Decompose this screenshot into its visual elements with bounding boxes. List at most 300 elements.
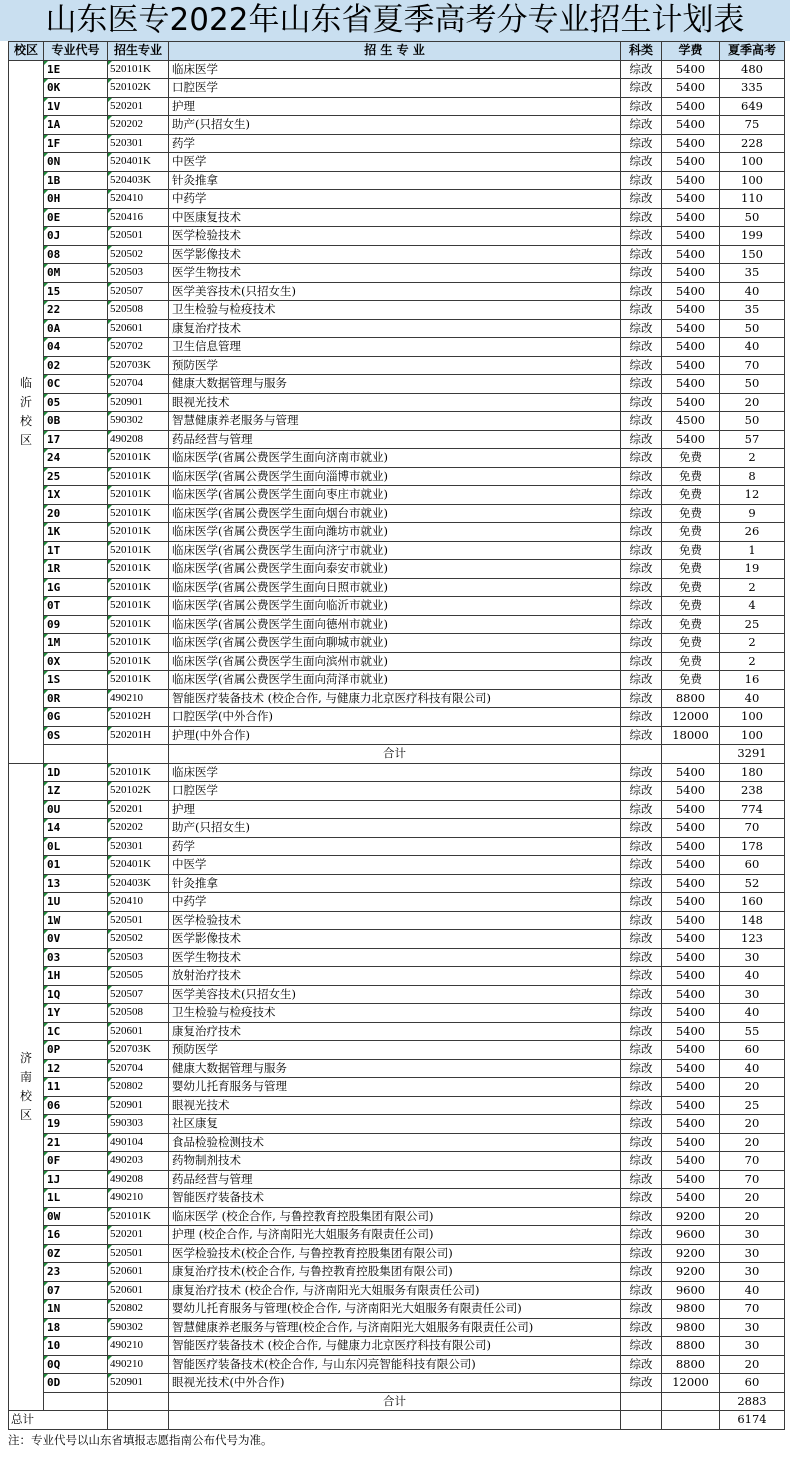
- subtotal-blank: [44, 745, 108, 764]
- fee-cell: 5400: [662, 930, 720, 949]
- major-code-cell: 520101K: [108, 671, 169, 690]
- major-id-cell: 0V: [44, 930, 108, 949]
- fee-cell: 5400: [662, 1133, 720, 1152]
- major-id-cell: 1C: [44, 1022, 108, 1041]
- fee-cell: 5400: [662, 338, 720, 357]
- major-code-cell: 490208: [108, 430, 169, 449]
- fee-cell: 5400: [662, 856, 720, 875]
- major-code-cell: 520201H: [108, 726, 169, 745]
- table-row: [9, 190, 785, 209]
- table-row: [9, 1226, 785, 1245]
- plan-cell: 40: [720, 1004, 785, 1023]
- major-id-cell: 09: [44, 615, 108, 634]
- major-id-cell: 24: [44, 449, 108, 468]
- category-cell: 综改: [621, 652, 662, 671]
- header-row: [9, 42, 785, 61]
- major-name-cell: 智慧健康养老服务与管理: [169, 412, 621, 431]
- major-name-cell: 医学生物技术: [169, 948, 621, 967]
- plan-cell: 30: [720, 1337, 785, 1356]
- major-code-cell: 520416: [108, 208, 169, 227]
- subtotal-blank: [662, 1392, 720, 1411]
- major-code-cell: 520201: [108, 1226, 169, 1245]
- fee-cell: 5400: [662, 948, 720, 967]
- major-id-cell: 22: [44, 301, 108, 320]
- plan-cell: 20: [720, 393, 785, 412]
- category-cell: 综改: [621, 338, 662, 357]
- plan-cell: 148: [720, 911, 785, 930]
- fee-cell: 免费: [662, 634, 720, 653]
- major-id-cell: 0D: [44, 1374, 108, 1393]
- fee-cell: 18000: [662, 726, 720, 745]
- major-name-cell: 食品检验检测技术: [169, 1133, 621, 1152]
- major-name-cell: 护理 (校企合作, 与济南阳光大姐服务有限责任公司): [169, 1226, 621, 1245]
- major-id-cell: 14: [44, 819, 108, 838]
- category-cell: 综改: [621, 800, 662, 819]
- major-id-cell: 0J: [44, 227, 108, 246]
- major-name-cell: 药物制剂技术: [169, 1152, 621, 1171]
- category-cell: 综改: [621, 967, 662, 986]
- major-id-cell: 1L: [44, 1189, 108, 1208]
- plan-cell: 57: [720, 430, 785, 449]
- category-cell: 综改: [621, 837, 662, 856]
- major-id-cell: 20: [44, 504, 108, 523]
- major-name-cell: 中医学: [169, 856, 621, 875]
- category-cell: 综改: [621, 911, 662, 930]
- major-code-cell: 520901: [108, 393, 169, 412]
- category-cell: 综改: [621, 1207, 662, 1226]
- major-name-cell: 临床医学(省属公费医学生面向济宁市就业): [169, 541, 621, 560]
- category-cell: 综改: [621, 60, 662, 79]
- major-code-cell: 520202: [108, 116, 169, 135]
- major-code-cell: 520201: [108, 97, 169, 116]
- subtotal-row: [9, 1392, 785, 1411]
- major-code-cell: 490203: [108, 1152, 169, 1171]
- major-id-cell: 0G: [44, 708, 108, 727]
- plan-cell: 60: [720, 856, 785, 875]
- table-row: [9, 208, 785, 227]
- major-code-cell: 520403K: [108, 874, 169, 893]
- table-row: [9, 856, 785, 875]
- major-code-cell: 520101K: [108, 523, 169, 542]
- major-id-cell: 1X: [44, 486, 108, 505]
- major-id-cell: 12: [44, 1059, 108, 1078]
- major-code-cell: 520601: [108, 1281, 169, 1300]
- table-row: [9, 578, 785, 597]
- category-cell: 综改: [621, 356, 662, 375]
- major-id-cell: 1J: [44, 1170, 108, 1189]
- table-row: [9, 763, 785, 782]
- fee-cell: 5400: [662, 97, 720, 116]
- fee-cell: 5400: [662, 1170, 720, 1189]
- major-name-cell: 临床医学(省属公费医学生面向泰安市就业): [169, 560, 621, 579]
- table-row: [9, 153, 785, 172]
- fee-cell: 5400: [662, 79, 720, 98]
- plan-cell: 25: [720, 1096, 785, 1115]
- table-row: [9, 1318, 785, 1337]
- fee-cell: 5400: [662, 911, 720, 930]
- plan-cell: 180: [720, 763, 785, 782]
- fee-cell: 12000: [662, 708, 720, 727]
- major-code-cell: 520102K: [108, 79, 169, 98]
- major-code-cell: 520501: [108, 911, 169, 930]
- category-cell: 综改: [621, 227, 662, 246]
- category-cell: 综改: [621, 301, 662, 320]
- major-code-cell: 520704: [108, 1059, 169, 1078]
- plan-cell: 2: [720, 449, 785, 468]
- plan-cell: 70: [720, 1170, 785, 1189]
- major-code-cell: 520101K: [108, 449, 169, 468]
- plan-cell: 30: [720, 1263, 785, 1282]
- table-row: [9, 319, 785, 338]
- major-name-cell: 临床医学(省属公费医学生面向菏泽市就业): [169, 671, 621, 690]
- major-id-cell: 0A: [44, 319, 108, 338]
- major-id-cell: 10: [44, 1337, 108, 1356]
- fee-cell: 12000: [662, 1374, 720, 1393]
- major-name-cell: 临床医学: [169, 60, 621, 79]
- major-code-cell: 520802: [108, 1078, 169, 1097]
- header-major-code: 招生专业: [108, 42, 169, 61]
- major-code-cell: 590302: [108, 412, 169, 431]
- table-row: [9, 356, 785, 375]
- plan-cell: 50: [720, 412, 785, 431]
- table-row: [9, 412, 785, 431]
- major-id-cell: 15: [44, 282, 108, 301]
- table-row: [9, 541, 785, 560]
- category-cell: 综改: [621, 319, 662, 338]
- major-name-cell: 智慧健康养老服务与管理(校企合作, 与济南阳光大姐服务有限责任公司): [169, 1318, 621, 1337]
- table-row: [9, 708, 785, 727]
- category-cell: 综改: [621, 578, 662, 597]
- major-code-cell: 590303: [108, 1115, 169, 1134]
- major-code-cell: 520702: [108, 338, 169, 357]
- table-row: [9, 97, 785, 116]
- grand-total-label: 总计: [9, 1411, 108, 1430]
- category-cell: 综改: [621, 1133, 662, 1152]
- table-row: [9, 1059, 785, 1078]
- table-row: [9, 1041, 785, 1060]
- plan-cell: 50: [720, 375, 785, 394]
- grand-total-row: [9, 1411, 785, 1430]
- major-code-cell: 520507: [108, 985, 169, 1004]
- table-row: [9, 1133, 785, 1152]
- major-name-cell: 眼视光技术: [169, 393, 621, 412]
- plan-cell: 35: [720, 301, 785, 320]
- fee-cell: 5400: [662, 800, 720, 819]
- major-code-cell: 590302: [108, 1318, 169, 1337]
- major-name-cell: 口腔医学: [169, 79, 621, 98]
- plan-cell: 20: [720, 1133, 785, 1152]
- major-id-cell: 17: [44, 430, 108, 449]
- table-row: [9, 1337, 785, 1356]
- major-id-cell: 0Z: [44, 1244, 108, 1263]
- plan-cell: 40: [720, 967, 785, 986]
- fee-cell: 免费: [662, 671, 720, 690]
- major-name-cell: 临床医学(省属公费医学生面向枣庄市就业): [169, 486, 621, 505]
- major-id-cell: 0H: [44, 190, 108, 209]
- plan-cell: 4: [720, 597, 785, 616]
- major-name-cell: 临床医学(省属公费医学生面向临沂市就业): [169, 597, 621, 616]
- fee-cell: 5400: [662, 1115, 720, 1134]
- subtotal-blank: [662, 745, 720, 764]
- table-row: [9, 227, 785, 246]
- major-id-cell: 0C: [44, 375, 108, 394]
- table-row: [9, 1355, 785, 1374]
- category-cell: 综改: [621, 1078, 662, 1097]
- major-name-cell: 护理: [169, 800, 621, 819]
- plan-cell: 19: [720, 560, 785, 579]
- table-row: [9, 1263, 785, 1282]
- major-name-cell: 临床医学(省属公费医学生面向潍坊市就业): [169, 523, 621, 542]
- category-cell: 综改: [621, 208, 662, 227]
- major-id-cell: 0S: [44, 726, 108, 745]
- major-code-cell: 520101K: [108, 541, 169, 560]
- major-name-cell: 医学检验技术: [169, 227, 621, 246]
- plan-cell: 100: [720, 171, 785, 190]
- category-cell: 综改: [621, 1374, 662, 1393]
- fee-cell: 5400: [662, 1059, 720, 1078]
- category-cell: 综改: [621, 1263, 662, 1282]
- major-code-cell: 520301: [108, 837, 169, 856]
- fee-cell: 5400: [662, 190, 720, 209]
- table-row: [9, 393, 785, 412]
- fee-cell: 5400: [662, 967, 720, 986]
- major-id-cell: 19: [44, 1115, 108, 1134]
- category-cell: 综改: [621, 1226, 662, 1245]
- category-cell: 综改: [621, 1281, 662, 1300]
- category-cell: 综改: [621, 393, 662, 412]
- table-row: [9, 911, 785, 930]
- plan-cell: 150: [720, 245, 785, 264]
- major-name-cell: 卫生信息管理: [169, 338, 621, 357]
- category-cell: 综改: [621, 171, 662, 190]
- subtotal-blank: [621, 745, 662, 764]
- major-name-cell: 中药学: [169, 190, 621, 209]
- table-row: [9, 1374, 785, 1393]
- major-code-cell: 520101K: [108, 634, 169, 653]
- plan-cell: 40: [720, 1059, 785, 1078]
- major-name-cell: 助产(只招女生): [169, 819, 621, 838]
- plan-cell: 238: [720, 782, 785, 801]
- fee-cell: 5400: [662, 893, 720, 912]
- major-code-cell: 520101K: [108, 1207, 169, 1226]
- plan-cell: 16: [720, 671, 785, 690]
- table-row: [9, 967, 785, 986]
- category-cell: 综改: [621, 1355, 662, 1374]
- major-id-cell: 0E: [44, 208, 108, 227]
- major-code-cell: 520101K: [108, 597, 169, 616]
- major-id-cell: 1D: [44, 763, 108, 782]
- fee-cell: 免费: [662, 449, 720, 468]
- table-row: [9, 504, 785, 523]
- plan-cell: 480: [720, 60, 785, 79]
- subtotal-blank: [621, 1392, 662, 1411]
- table-row: [9, 171, 785, 190]
- major-id-cell: 18: [44, 1318, 108, 1337]
- table-row: [9, 1189, 785, 1208]
- major-code-cell: 520102K: [108, 782, 169, 801]
- table-row: [9, 282, 785, 301]
- major-code-cell: 520102H: [108, 708, 169, 727]
- major-name-cell: 临床医学(省属公费医学生面向烟台市就业): [169, 504, 621, 523]
- major-name-cell: 健康大数据管理与服务: [169, 375, 621, 394]
- major-id-cell: 11: [44, 1078, 108, 1097]
- category-cell: 综改: [621, 541, 662, 560]
- fee-cell: 5400: [662, 264, 720, 283]
- table-row: [9, 245, 785, 264]
- table-row: [9, 893, 785, 912]
- major-id-cell: 1W: [44, 911, 108, 930]
- fee-cell: 免费: [662, 560, 720, 579]
- major-id-cell: 1B: [44, 171, 108, 190]
- major-name-cell: 药品经营与管理: [169, 1170, 621, 1189]
- major-code-cell: 520301: [108, 134, 169, 153]
- major-id-cell: 0K: [44, 79, 108, 98]
- category-cell: 综改: [621, 504, 662, 523]
- major-name-cell: 临床医学: [169, 763, 621, 782]
- subtotal-label: 合计: [169, 745, 621, 764]
- major-id-cell: 1Q: [44, 985, 108, 1004]
- header-code: 专业代号: [44, 42, 108, 61]
- plan-cell: 199: [720, 227, 785, 246]
- header-major: 招 生 专 业: [169, 42, 621, 61]
- category-cell: 综改: [621, 486, 662, 505]
- major-code-cell: 520507: [108, 282, 169, 301]
- fee-cell: 5400: [662, 60, 720, 79]
- major-code-cell: 520802: [108, 1300, 169, 1319]
- major-name-cell: 康复治疗技术 (校企合作, 与济南阳光大姐服务有限责任公司): [169, 1281, 621, 1300]
- major-id-cell: 1K: [44, 523, 108, 542]
- plan-cell: 100: [720, 708, 785, 727]
- major-name-cell: 口腔医学(中外合作): [169, 708, 621, 727]
- major-name-cell: 智能医疗装备技术: [169, 1189, 621, 1208]
- major-id-cell: 04: [44, 338, 108, 357]
- category-cell: 综改: [621, 1004, 662, 1023]
- major-id-cell: 08: [44, 245, 108, 264]
- major-id-cell: 0M: [44, 264, 108, 283]
- major-code-cell: 520101K: [108, 578, 169, 597]
- table-row: [9, 948, 785, 967]
- major-name-cell: 医学检验技术(校企合作, 与鲁控教育控股集团有限公司): [169, 1244, 621, 1263]
- major-id-cell: 06: [44, 1096, 108, 1115]
- fee-cell: 5400: [662, 837, 720, 856]
- major-id-cell: 0W: [44, 1207, 108, 1226]
- major-code-cell: 520505: [108, 967, 169, 986]
- table-row: [9, 597, 785, 616]
- major-id-cell: 0X: [44, 652, 108, 671]
- major-id-cell: 1Y: [44, 1004, 108, 1023]
- plan-cell: 100: [720, 153, 785, 172]
- major-name-cell: 医学影像技术: [169, 245, 621, 264]
- major-name-cell: 智能医疗装备技术 (校企合作, 与健康力北京医疗科技有限公司): [169, 689, 621, 708]
- category-cell: 综改: [621, 1152, 662, 1171]
- fee-cell: 免费: [662, 467, 720, 486]
- major-id-cell: 1N: [44, 1300, 108, 1319]
- major-name-cell: 婴幼儿托育服务与管理(校企合作, 与济南阳光大姐服务有限责任公司): [169, 1300, 621, 1319]
- major-name-cell: 中药学: [169, 893, 621, 912]
- major-name-cell: 卫生检验与检疫技术: [169, 1004, 621, 1023]
- major-code-cell: 520501: [108, 1244, 169, 1263]
- major-name-cell: 药学: [169, 837, 621, 856]
- table-row: [9, 1004, 785, 1023]
- category-cell: 综改: [621, 190, 662, 209]
- plan-cell: 30: [720, 1244, 785, 1263]
- plan-cell: 70: [720, 1152, 785, 1171]
- plan-cell: 70: [720, 356, 785, 375]
- header-campus: 校区: [9, 42, 44, 61]
- fee-cell: 5400: [662, 1189, 720, 1208]
- fee-cell: 5400: [662, 282, 720, 301]
- category-cell: 综改: [621, 856, 662, 875]
- fee-cell: 5400: [662, 171, 720, 190]
- fee-cell: 免费: [662, 523, 720, 542]
- grand-total-blank: [662, 1411, 720, 1430]
- category-cell: 综改: [621, 1041, 662, 1060]
- major-name-cell: 医学生物技术: [169, 264, 621, 283]
- major-code-cell: 520601: [108, 1263, 169, 1282]
- major-code-cell: 520502: [108, 245, 169, 264]
- plan-cell: 178: [720, 837, 785, 856]
- category-cell: 综改: [621, 985, 662, 1004]
- category-cell: 综改: [621, 1170, 662, 1189]
- major-name-cell: 临床医学(省属公费医学生面向日照市就业): [169, 578, 621, 597]
- major-code-cell: 520508: [108, 1004, 169, 1023]
- table-row: [9, 1207, 785, 1226]
- major-code-cell: 520901: [108, 1374, 169, 1393]
- major-id-cell: 1Z: [44, 782, 108, 801]
- major-name-cell: 健康大数据管理与服务: [169, 1059, 621, 1078]
- table-row: [9, 1300, 785, 1319]
- major-code-cell: 520503: [108, 264, 169, 283]
- category-cell: 综改: [621, 634, 662, 653]
- major-id-cell: 1E: [44, 60, 108, 79]
- category-cell: 综改: [621, 763, 662, 782]
- plan-cell: 20: [720, 1189, 785, 1208]
- major-id-cell: 0L: [44, 837, 108, 856]
- fee-cell: 5400: [662, 874, 720, 893]
- grand-total-value: 6174: [720, 1411, 785, 1430]
- fee-cell: 免费: [662, 578, 720, 597]
- category-cell: 综改: [621, 671, 662, 690]
- major-name-cell: 卫生检验与检疫技术: [169, 301, 621, 320]
- category-cell: 综改: [621, 948, 662, 967]
- major-name-cell: 助产(只招女生): [169, 116, 621, 135]
- table-row: [9, 1078, 785, 1097]
- fee-cell: 5400: [662, 134, 720, 153]
- fee-cell: 免费: [662, 486, 720, 505]
- major-name-cell: 放射治疗技术: [169, 967, 621, 986]
- grand-total-blank: [108, 1411, 169, 1430]
- major-id-cell: 0F: [44, 1152, 108, 1171]
- major-id-cell: 01: [44, 856, 108, 875]
- major-name-cell: 医学美容技术(只招女生): [169, 985, 621, 1004]
- table-row: [9, 375, 785, 394]
- major-name-cell: 临床医学(省属公费医学生面向聊城市就业): [169, 634, 621, 653]
- plan-cell: 40: [720, 1281, 785, 1300]
- plan-cell: 60: [720, 1374, 785, 1393]
- major-code-cell: 520704: [108, 375, 169, 394]
- fee-cell: 5400: [662, 153, 720, 172]
- category-cell: 综改: [621, 79, 662, 98]
- major-code-cell: 520101K: [108, 615, 169, 634]
- plan-cell: 40: [720, 689, 785, 708]
- table-row: [9, 1281, 785, 1300]
- major-id-cell: 1G: [44, 578, 108, 597]
- campus-label: 临 沂 校 区: [9, 60, 44, 763]
- category-cell: 综改: [621, 97, 662, 116]
- major-id-cell: 07: [44, 1281, 108, 1300]
- plan-cell: 20: [720, 1355, 785, 1374]
- major-code-cell: 520401K: [108, 153, 169, 172]
